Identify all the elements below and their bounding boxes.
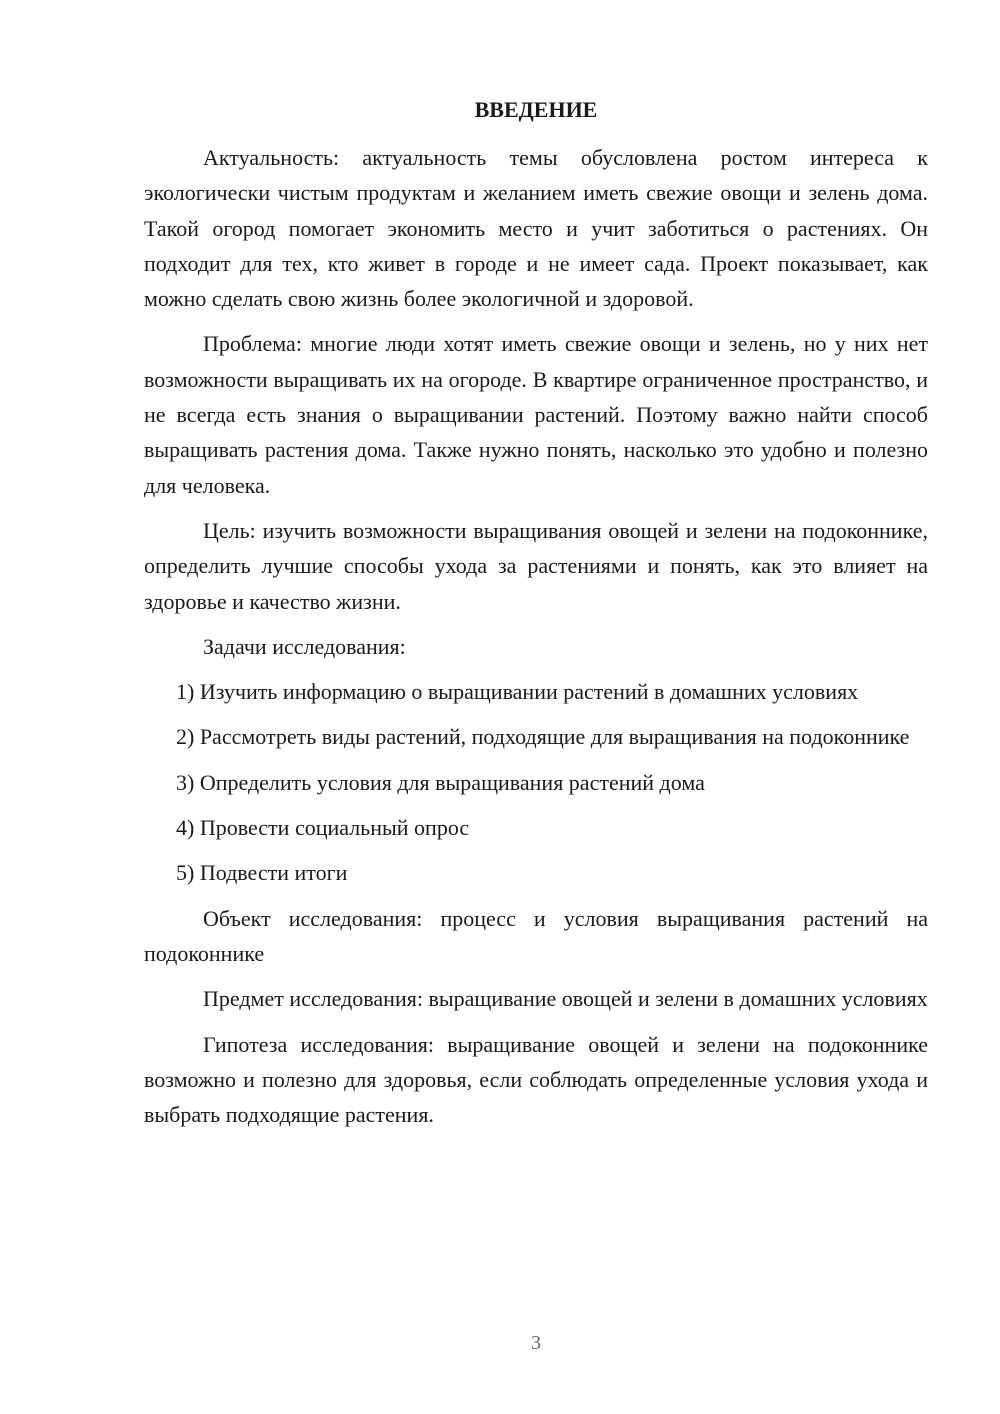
problem-paragraph: Проблема: многие люди хотят иметь свежие овощи и зелень, но у них нет возможности выращивать их на огороде. В квартире ограниченное пространство, и не всегда есть знания о выращивании растений. Поэтому важно найти способ выращивать растения дома. Также нужно понять, насколько это удобно и полезно для человека. (144, 331, 928, 498)
goal-paragraph: Цель: изучить возможности выращивания овощей и зелени на подоконнике, определить лучшие способы ухода за растениями и понять, как это влияет на здоровье и качество жизни. (144, 517, 928, 614)
task-item-3: 3) Определить условия для выращивания растений дома (176, 769, 705, 795)
task-item-5: 5) Подвести итоги (176, 860, 348, 886)
relevance-paragraph: Актуальность: актуальность темы обусловлена ростом интереса к экологически чистым продуктам и желанием иметь свежие овощи и зелень дома. Такой огород помогает экономить место и учит заботиться о растениях. Он подходит для тех, кто живет в городе и не имеет сада. Проект показывает, как можно сделать свою жизнь более экологичной и здоровой. (144, 145, 928, 312)
subject-paragraph: Предмет исследования: выращивание овощей и зелени в домашних условиях (203, 986, 928, 1012)
page-content (144, 90, 928, 1132)
task-item-4: 4) Провести социальный опрос (176, 815, 470, 841)
page-number: 3 (531, 1332, 541, 1354)
tasks-heading: Задачи исследования: (203, 633, 406, 659)
task-item-1: 1) Изучить информацию о выращивании растений в домашних условиях (176, 679, 859, 705)
hypothesis-paragraph: Гипотеза исследования: выращивание овощей и зелени на подоконнике возможно и полезно для здоровья, если соблюдать определенные условия ухода и выбрать подходящие растения. (144, 1031, 928, 1128)
page-title: ВВЕДЕНИЕ (474, 97, 598, 122)
task-item-2: 2) Рассмотреть виды растений, подходящие для выращивания на подоконнике (176, 724, 910, 750)
object-paragraph: Объект исследования: процесс и условия выращивания растений на подоконнике (144, 905, 928, 966)
